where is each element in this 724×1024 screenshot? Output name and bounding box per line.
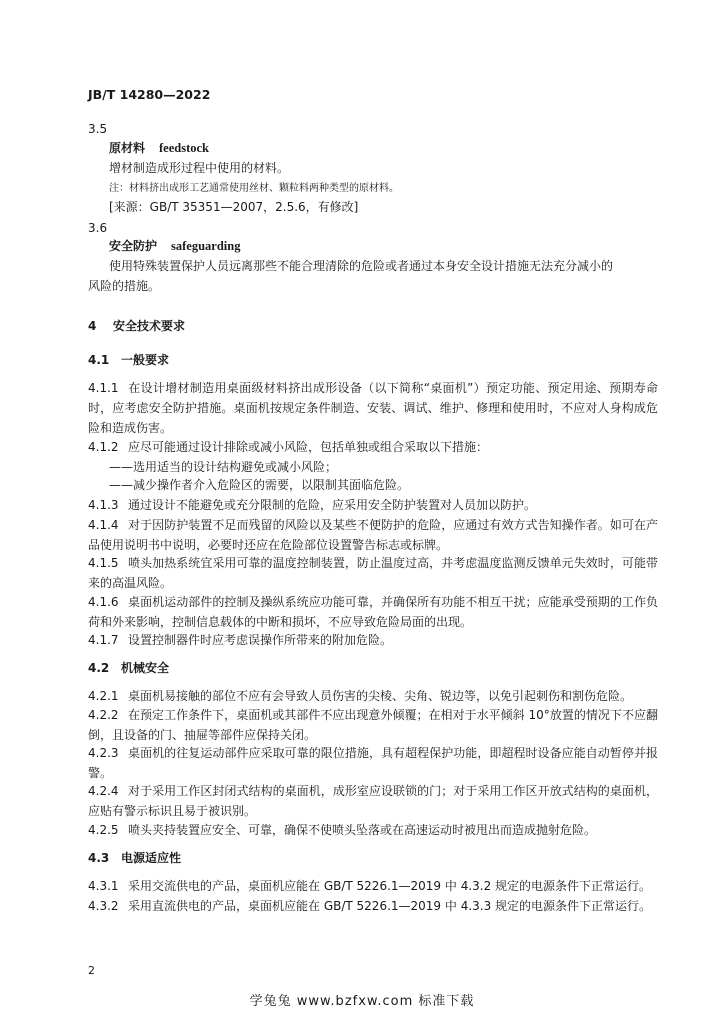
term-definition: 增材制造成形过程中使用的材料。 [109,161,290,175]
term-chinese: 原材料 [109,141,146,155]
term-definition-cont: 风险的措施。 [88,279,161,293]
section-title: 电源适应性 [121,851,182,865]
clause [88,630,658,650]
term-heading [109,238,240,254]
clause [88,515,658,555]
section-title: 机械安全 [121,661,170,675]
clause [88,686,658,706]
clause-number: 4.1.1 [88,381,119,395]
section-heading [88,850,181,866]
clause-number: 4.2.4 [88,784,119,798]
term-number: 3.5 [88,122,108,136]
clause-number: 4.1.7 [88,633,119,647]
term-note: 注：材料挤出成形工艺通常使用丝材、颗粒料两种类型的原材料。 [109,183,399,194]
clause [88,592,658,632]
clause-number: 4.2.3 [88,746,119,760]
term-english: safeguarding [171,239,241,253]
clause-number: 4.1.5 [88,556,119,570]
clause-number: 4.3.2 [88,899,119,913]
section-title: 安全技术要求 [113,319,186,333]
clause-text: 应尽可能通过设计排除或减小风险，包括单独或组合采取以下措施： [128,440,489,454]
clause-number: 4.1.2 [88,440,119,454]
clause [88,437,658,457]
page-number: 2 [88,964,95,977]
clause-number: 4.1.6 [88,595,119,609]
section-heading [88,352,169,368]
clause-text: 桌面机的往复运动部件应采取可靠的限位措施，具有超程保护功能，即超程时设备应能自动暂停并报警。 [88,746,658,780]
term-definition: 使用特殊装置保护人员远离那些不能合理清除的危险或者通过本身安全设计措施无法充分减小的 [109,259,614,273]
clause-text: 采用交流供电的产品，桌面机应能在 GB/T 5226.1—2019 中 4.3.2 规定的电源条件下正常运行。 [128,879,652,893]
clause-text: 喷头加热系统宜采用可靠的温度控制装置，防止温度过高，并考虑温度监测反馈单元失效时，可能带来的高温风险。 [88,556,658,590]
clause-text: 在预定工作条件下，桌面机或其部件不应出现意外倾覆；在相对于水平倾斜 10°放置的情况下不应翻倒，且设备的门、抽屉等部件应保持关闭。 [88,708,658,742]
clause-text: 采用直流供电的产品，桌面机应能在 GB/T 5226.1—2019 中 4.3.3 规定的电源条件下正常运行。 [128,899,652,913]
term-chinese: 安全防护 [109,239,158,253]
clause [88,553,658,593]
clause-number: 4.2.2 [88,708,119,722]
clause-text: 设置控制器件时应考虑误操作所带来的附加危险。 [128,633,393,647]
clause-text: 桌面机运动部件的控制及操纵系统应功能可靠，并确保所有功能不相互干扰；应能承受预期的工作负荷和外来影响，控制信息载体的中断和损坏，不应导致危险局面的出现。 [88,595,658,629]
clause [88,781,658,821]
term-english: feedstock [159,141,210,155]
section-number: 4 [88,319,97,333]
section-number: 4.3 [88,851,110,865]
section-number: 4.1 [88,353,110,367]
clause-number: 4.1.3 [88,498,119,512]
list-item: ——选用适当的设计结构避免或减小风险； [109,460,338,474]
term-source: [来源：GB/T 35351—2007，2.5.6，有修改] [109,200,359,214]
clause-text: 桌面机易接触的部位不应有会导致人员伤害的尖棱、尖角、锐边等，以免引起刺伤和割伤危险。 [128,689,633,703]
clause [88,876,658,896]
clause-text: 在设计增材制造用桌面级材料挤出成形设备（以下简称“桌面机”）预定功能、预定用途、预期寿命时，应考虑安全防护措施。桌面机按规定条件制造、安装、调试、维护、修理和使用时，不应对人身构成危险和造成伤害。 [88,381,658,435]
watermark-text: 学兔兔 www.bzfxw.com 标准下载 [249,994,475,1009]
clause-number: 4.3.1 [88,879,119,893]
clause-text: 喷头夹持装置应安全、可靠，确保不使喷头坠落或在高速运动时被甩出而造成抛射危险。 [128,823,597,837]
clause [88,820,658,840]
clause [88,743,658,783]
clause [88,495,658,515]
clause-number: 4.2.5 [88,823,119,837]
clause-text: 对于采用工作区封闭式结构的桌面机，成形室应设联锁的门；对于采用工作区开放式结构的桌面机，应贴有警示标识且易于被识别。 [88,784,658,818]
section-heading [88,318,185,334]
section-heading [88,660,169,676]
clause [88,705,658,745]
list-item: ——减少操作者介入危险区的需要，以限制其面临危险。 [109,478,410,492]
section-title: 一般要求 [121,353,170,367]
clause-number: 4.1.4 [88,518,119,532]
clause [88,378,658,438]
clause-text: 通过设计不能避免或充分限制的危险，应采用安全防护装置对人员加以防护。 [128,498,537,512]
clause-number: 4.2.1 [88,689,119,703]
standard-code: JB/T 14280—2022 [88,87,211,102]
term-number: 3.6 [88,221,108,235]
section-number: 4.2 [88,661,110,675]
clause-text: 对于因防护装置不足而残留的风险以及某些不便防护的危险，应通过有效方式告知操作者。如可在产品使用说明书中说明，必要时还应在危险部位设置警告标志或标牌。 [88,518,658,552]
clause [88,896,658,916]
term-heading [109,140,209,156]
